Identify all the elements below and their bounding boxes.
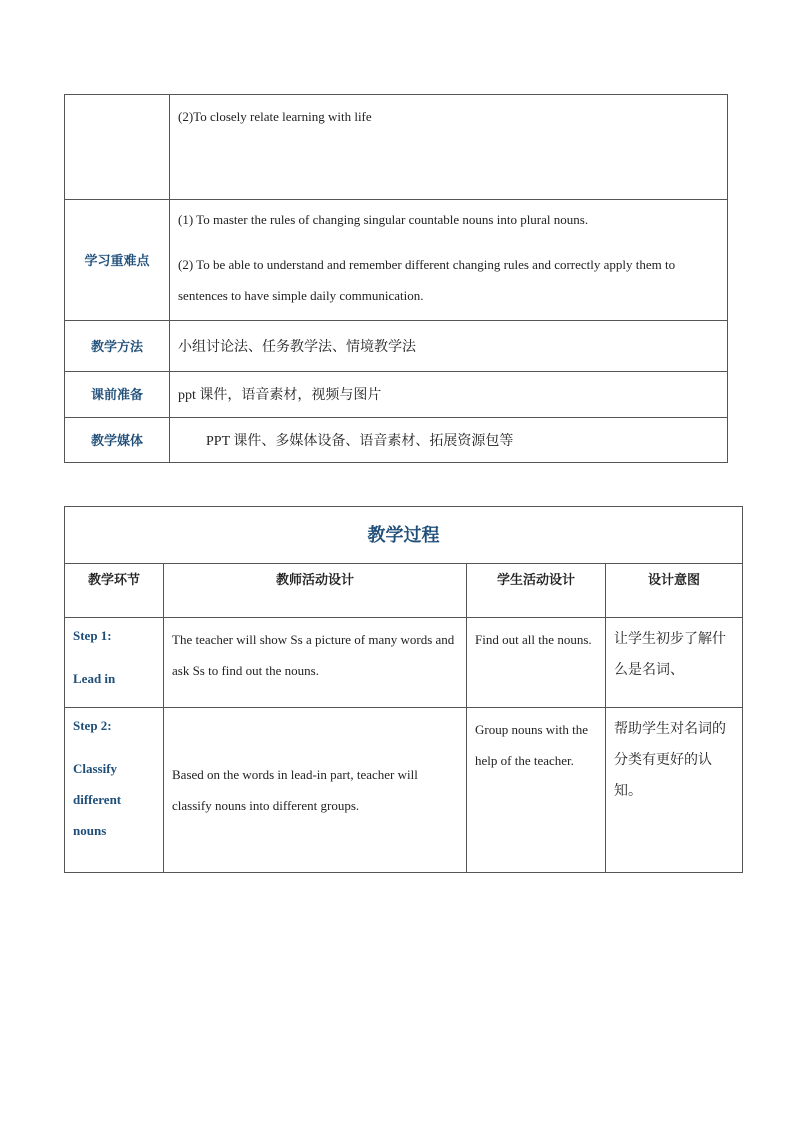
step-1-intent-cell [606,618,743,708]
objectives-row [65,95,728,200]
step-1-teacher-cell [164,618,467,708]
header-student-activity: 学生活动设计 [467,564,606,618]
key-point-2: (2) To be able to understand and remember different changing rules and correctly apply them to sentences to have simple daily communication. [178,257,676,303]
key-points-label: 学习重难点 [65,200,170,321]
step-2-intent-cell [606,708,743,873]
media-cell [170,418,728,463]
course-info-table [64,94,728,463]
step-1-name: Lead in [73,671,116,686]
step-1-student-cell [467,618,606,708]
media-label: 教学媒体 [65,418,170,463]
preparation-label: 课前准备 [65,372,170,418]
step-2-name-line-1: Classify [73,761,118,776]
key-points-row [65,200,728,321]
step-1-intent-text: 让学生初步了解什么是名词、 [614,632,726,678]
header-design-intent: 设计意图 [606,564,743,618]
teaching-method-cell [170,321,728,372]
step-2-student-text: Group nouns with the help of the teacher. [475,722,589,768]
teaching-process-table [64,506,743,873]
step-2-name-line-2: different [73,792,122,807]
step-1-number: Step 1: [73,628,112,643]
preparation-cell [170,372,728,418]
header-stage: 教学环节 [65,564,164,618]
teaching-method-text: 小组讨论法、任务教学法、情境教学法 [178,339,416,355]
step-2-intent-text: 帮助学生对名词的分类有更好的认知。 [614,722,726,799]
step-1-student-text: Find out all the nouns. [475,632,592,647]
teaching-method-row [65,321,728,372]
media-text: PPT 课件、多媒体设备、语音素材、拓展资源包等 [206,433,514,449]
key-points-cell [170,200,728,321]
table-row [65,708,743,873]
header-teacher-activity: 教师活动设计 [164,564,467,618]
objectives-cell [170,95,728,200]
step-2-teacher-text: Based on the words in lead-in part, teacher will classify nouns into different groups. [172,767,418,813]
step-1-cell [65,618,164,708]
preparation-row [65,372,728,418]
table-row [65,618,743,708]
process-header-row [65,564,743,618]
step-2-cell [65,708,164,873]
objective-2-text: (2)To closely relate learning with life [178,109,372,124]
teaching-method-label: 教学方法 [65,321,170,372]
step-2-name-line-3: nouns [73,823,107,838]
preparation-text: ppt 课件，语音素材，视频与图片 [178,388,382,403]
step-2-student-cell [467,708,606,873]
objectives-label [65,95,170,200]
step-2-teacher-cell [164,708,467,873]
step-2-number: Step 2: [73,718,112,733]
key-point-1: (1) To master the rules of changing singular countable nouns into plural nouns. [178,212,589,227]
process-title: 教学过程 [65,507,743,564]
process-title-row [65,507,743,564]
media-row [65,418,728,463]
step-1-teacher-text: The teacher will show Ss a picture of many words and ask Ss to find out the nouns. [172,632,455,678]
